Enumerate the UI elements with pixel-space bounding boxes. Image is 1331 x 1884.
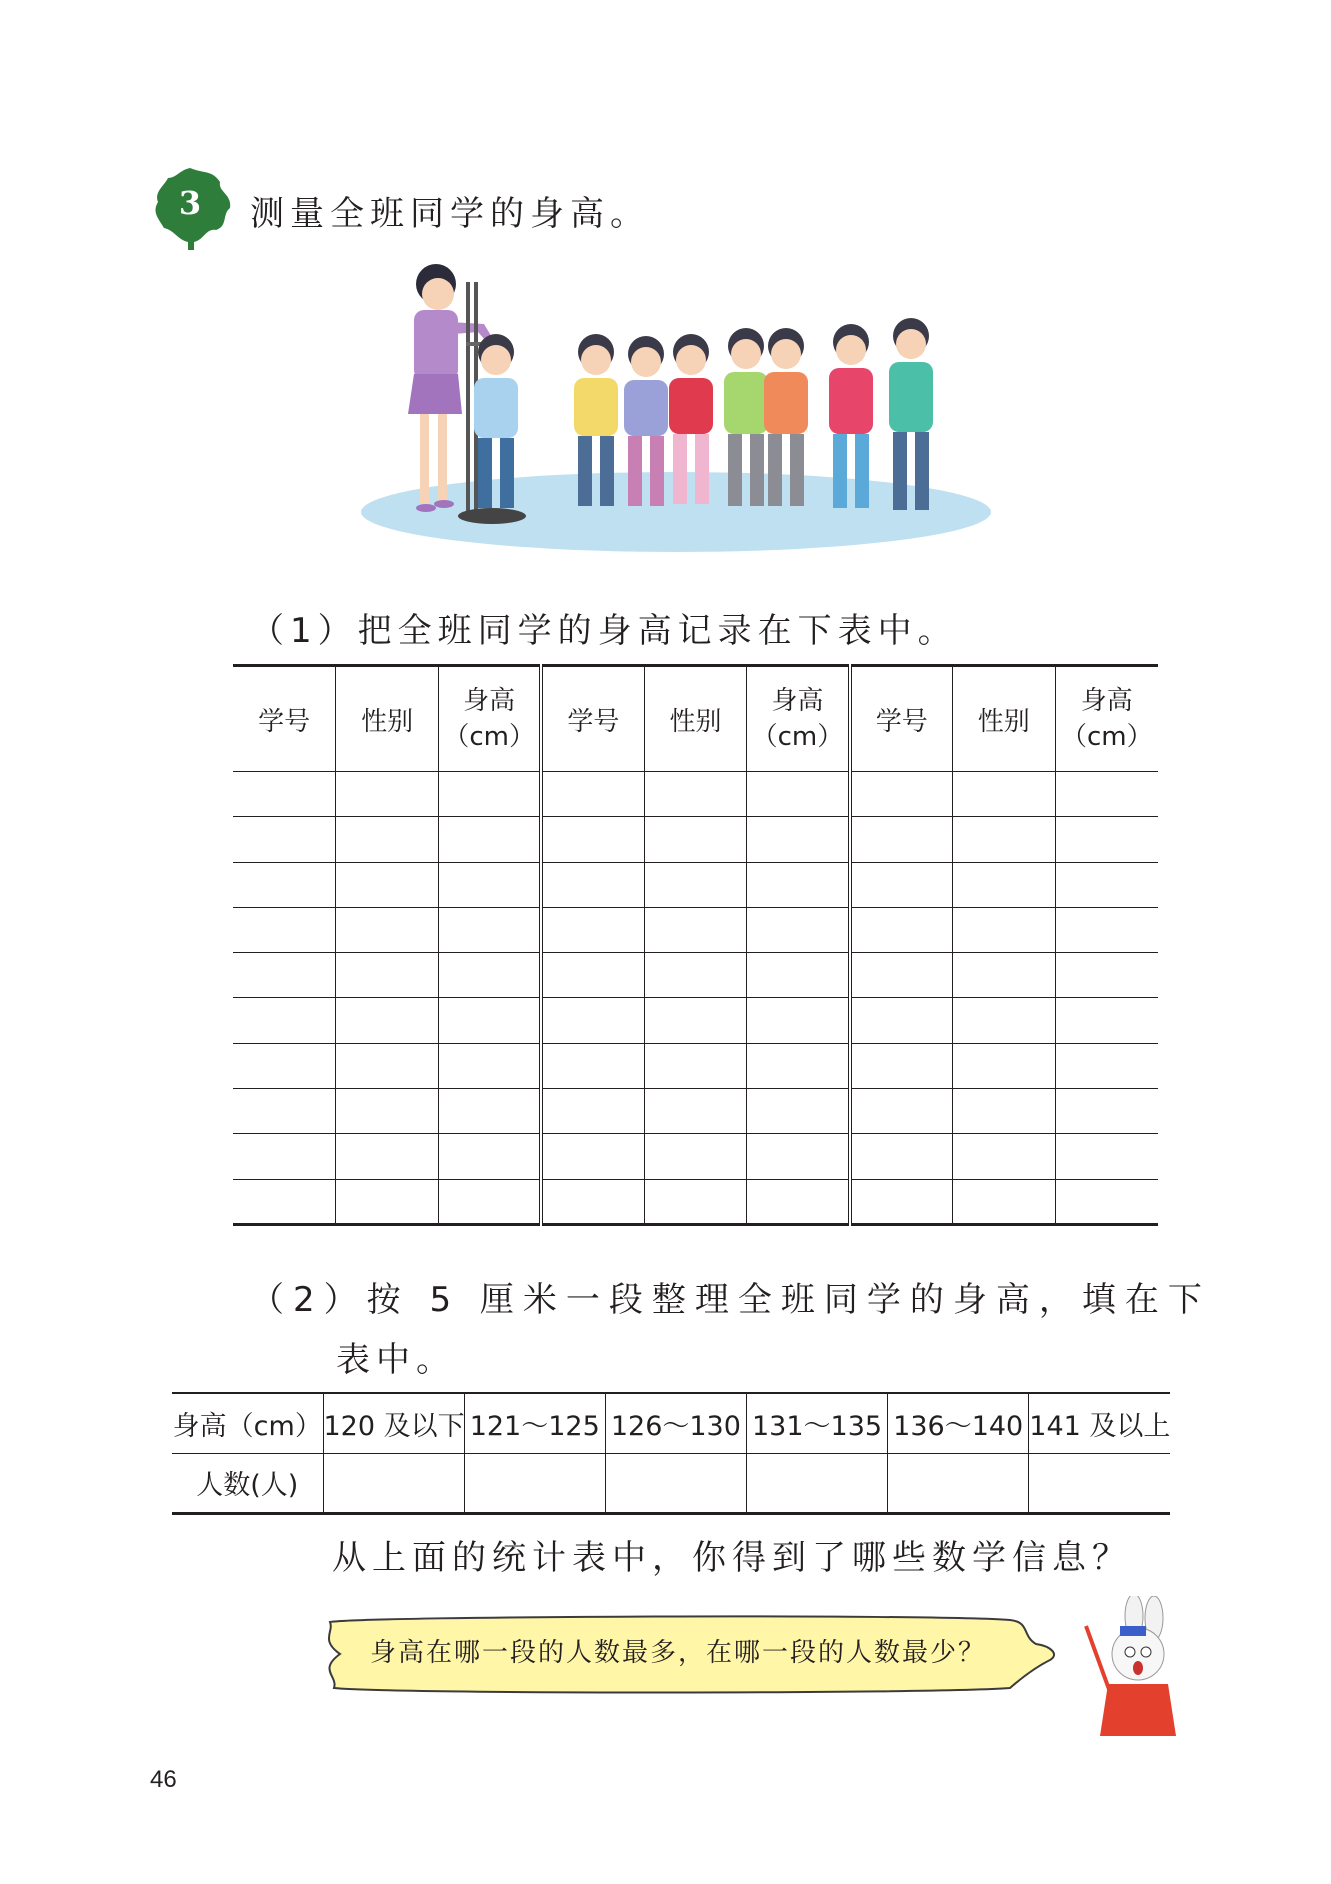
blank-cell[interactable] — [952, 1043, 1055, 1088]
range-cell: 121～125 — [464, 1393, 605, 1453]
blank-cell[interactable] — [336, 1179, 439, 1224]
header-height-label: 身高 — [463, 686, 516, 716]
table-row — [233, 998, 1158, 1043]
rabbit-mascot — [1072, 1596, 1184, 1746]
blank-cell[interactable] — [541, 1134, 644, 1179]
header-student-id: 学号 — [233, 666, 336, 772]
blank-cell[interactable] — [1055, 1043, 1158, 1088]
count-cell[interactable] — [746, 1453, 887, 1513]
blank-cell[interactable] — [644, 1043, 747, 1088]
blank-cell[interactable] — [336, 772, 439, 817]
blank-cell[interactable] — [1055, 998, 1158, 1043]
range-cell: 141 及以上 — [1029, 1393, 1170, 1453]
blank-cell[interactable] — [336, 1043, 439, 1088]
blank-cell[interactable] — [233, 1089, 336, 1134]
blank-cell[interactable] — [644, 1179, 747, 1224]
blank-cell[interactable] — [541, 953, 644, 998]
height-record-table — [233, 664, 1158, 1226]
header-gender: 性别 — [336, 666, 439, 772]
height-range-table — [172, 1392, 1170, 1515]
blank-cell[interactable] — [541, 1043, 644, 1088]
count-row — [172, 1453, 1170, 1513]
blank-cell[interactable] — [1055, 1134, 1158, 1179]
blank-cell[interactable] — [439, 1134, 542, 1179]
leaf-number-badge — [150, 164, 236, 250]
table-row — [233, 1179, 1158, 1224]
blank-cell[interactable] — [439, 817, 542, 862]
table-row — [233, 1134, 1158, 1179]
table-header-row — [233, 666, 1158, 772]
table-row — [233, 772, 1158, 817]
range-cell: 131～135 — [746, 1393, 887, 1453]
table-row — [233, 862, 1158, 907]
section-number: 3 — [178, 184, 202, 222]
blank-cell[interactable] — [439, 1179, 542, 1224]
blank-cell[interactable] — [644, 998, 747, 1043]
question-2-text-line1: （2）按 5 厘米一段整理全班同学的身高，填在下 — [250, 1280, 1211, 1320]
blank-cell[interactable] — [850, 998, 953, 1043]
blank-cell[interactable] — [952, 1134, 1055, 1179]
blank-cell[interactable] — [747, 998, 850, 1043]
blank-cell[interactable] — [747, 862, 850, 907]
blank-cell[interactable] — [541, 862, 644, 907]
question-3-text: 从上面的统计表中，你得到了哪些数学信息？ — [332, 1538, 1132, 1578]
blank-cell[interactable] — [747, 1134, 850, 1179]
header-height — [747, 666, 850, 772]
blank-cell[interactable] — [336, 907, 439, 952]
count-cell[interactable] — [464, 1453, 605, 1513]
blank-cell[interactable] — [233, 817, 336, 862]
blank-cell[interactable] — [541, 1179, 644, 1224]
count-cell[interactable] — [323, 1453, 464, 1513]
blank-cell[interactable] — [747, 1043, 850, 1088]
blank-cell[interactable] — [952, 862, 1055, 907]
page-number: 46 — [150, 1766, 177, 1793]
blank-cell[interactable] — [644, 1089, 747, 1134]
blank-cell[interactable] — [439, 1043, 542, 1088]
row-label-count: 人数(人) — [172, 1453, 323, 1513]
blank-cell[interactable] — [233, 953, 336, 998]
table-row — [233, 953, 1158, 998]
blank-cell[interactable] — [644, 772, 747, 817]
blank-cell[interactable] — [439, 862, 542, 907]
question-2-text-line2: 表中。 — [336, 1340, 456, 1380]
blank-cell[interactable] — [952, 772, 1055, 817]
header-height — [439, 666, 542, 772]
blank-cell[interactable] — [747, 817, 850, 862]
blank-cell[interactable] — [1055, 907, 1158, 952]
blank-cell[interactable] — [1055, 862, 1158, 907]
blank-cell[interactable] — [336, 862, 439, 907]
range-cell: 136～140 — [888, 1393, 1029, 1453]
blank-cell[interactable] — [952, 817, 1055, 862]
table-row — [233, 907, 1158, 952]
header-student-id: 学号 — [541, 666, 644, 772]
blank-cell[interactable] — [439, 907, 542, 952]
blank-cell[interactable] — [439, 953, 542, 998]
blank-cell[interactable] — [439, 998, 542, 1043]
blank-cell[interactable] — [850, 953, 953, 998]
blank-cell[interactable] — [644, 817, 747, 862]
blank-cell[interactable] — [439, 1089, 542, 1134]
blank-cell[interactable] — [850, 817, 953, 862]
blank-cell[interactable] — [850, 862, 953, 907]
blank-cell[interactable] — [644, 1134, 747, 1179]
blank-cell[interactable] — [850, 1089, 953, 1134]
blank-cell[interactable] — [541, 998, 644, 1043]
range-cell: 120 及以下 — [323, 1393, 464, 1453]
blank-cell[interactable] — [952, 907, 1055, 952]
blank-cell[interactable] — [747, 1179, 850, 1224]
table-row — [233, 817, 1158, 862]
blank-cell[interactable] — [233, 1179, 336, 1224]
blank-cell[interactable] — [1055, 1179, 1158, 1224]
header-height-label: 身高 — [1080, 686, 1133, 716]
blank-cell[interactable] — [644, 953, 747, 998]
blank-cell[interactable] — [439, 772, 542, 817]
blank-cell[interactable] — [336, 817, 439, 862]
blank-cell[interactable] — [1055, 772, 1158, 817]
header-gender: 性别 — [952, 666, 1055, 772]
blank-cell[interactable] — [541, 1089, 644, 1134]
count-cell[interactable] — [888, 1453, 1029, 1513]
measuring-height-illustration — [346, 254, 996, 564]
speech-bubble-text: 身高在哪一段的人数最多，在哪一段的人数最少？ — [370, 1638, 987, 1668]
blank-cell[interactable] — [952, 1179, 1055, 1224]
blank-cell[interactable] — [1055, 1089, 1158, 1134]
header-height-unit: （cm） — [1061, 722, 1153, 752]
blank-cell[interactable] — [541, 772, 644, 817]
blank-cell[interactable] — [850, 907, 953, 952]
blank-cell[interactable] — [233, 907, 336, 952]
section-title: 测量全班同学的身高。 — [250, 194, 650, 234]
blank-cell[interactable] — [233, 1134, 336, 1179]
blank-cell[interactable] — [336, 1089, 439, 1134]
header-height-unit: （cm） — [751, 722, 844, 752]
blank-cell[interactable] — [850, 1043, 953, 1088]
height-range-row — [172, 1393, 1170, 1453]
blank-cell[interactable] — [952, 998, 1055, 1043]
question-1-text: （1）把全班同学的身高记录在下表中。 — [250, 611, 958, 651]
blank-cell[interactable] — [233, 862, 336, 907]
blank-cell[interactable] — [747, 907, 850, 952]
header-student-id: 学号 — [850, 666, 953, 772]
blank-cell[interactable] — [541, 907, 644, 952]
blank-cell[interactable] — [850, 772, 953, 817]
blank-cell[interactable] — [747, 953, 850, 998]
blank-cell[interactable] — [233, 772, 336, 817]
blank-cell[interactable] — [952, 1089, 1055, 1134]
row-label-height: 身高（cm） — [172, 1393, 323, 1453]
header-gender: 性别 — [644, 666, 747, 772]
blank-cell[interactable] — [541, 817, 644, 862]
blank-cell[interactable] — [850, 1134, 953, 1179]
table-row — [233, 1089, 1158, 1134]
blank-cell[interactable] — [233, 998, 336, 1043]
header-height-label: 身高 — [771, 686, 824, 716]
header-height — [1055, 666, 1158, 772]
blank-cell[interactable] — [336, 953, 439, 998]
blank-cell[interactable] — [336, 998, 439, 1043]
count-cell[interactable] — [1029, 1453, 1170, 1513]
blank-cell[interactable] — [644, 907, 747, 952]
blank-cell[interactable] — [336, 1134, 439, 1179]
header-height-unit: （cm） — [443, 722, 535, 752]
blank-cell[interactable] — [850, 1179, 953, 1224]
blank-cell[interactable] — [233, 1043, 336, 1088]
blank-cell[interactable] — [644, 862, 747, 907]
blank-cell[interactable] — [747, 772, 850, 817]
blank-cell[interactable] — [1055, 817, 1158, 862]
blank-cell[interactable] — [747, 1089, 850, 1134]
blank-cell[interactable] — [1055, 953, 1158, 998]
range-cell: 126～130 — [605, 1393, 746, 1453]
count-cell[interactable] — [605, 1453, 746, 1513]
blank-cell[interactable] — [952, 953, 1055, 998]
table-row — [233, 1043, 1158, 1088]
